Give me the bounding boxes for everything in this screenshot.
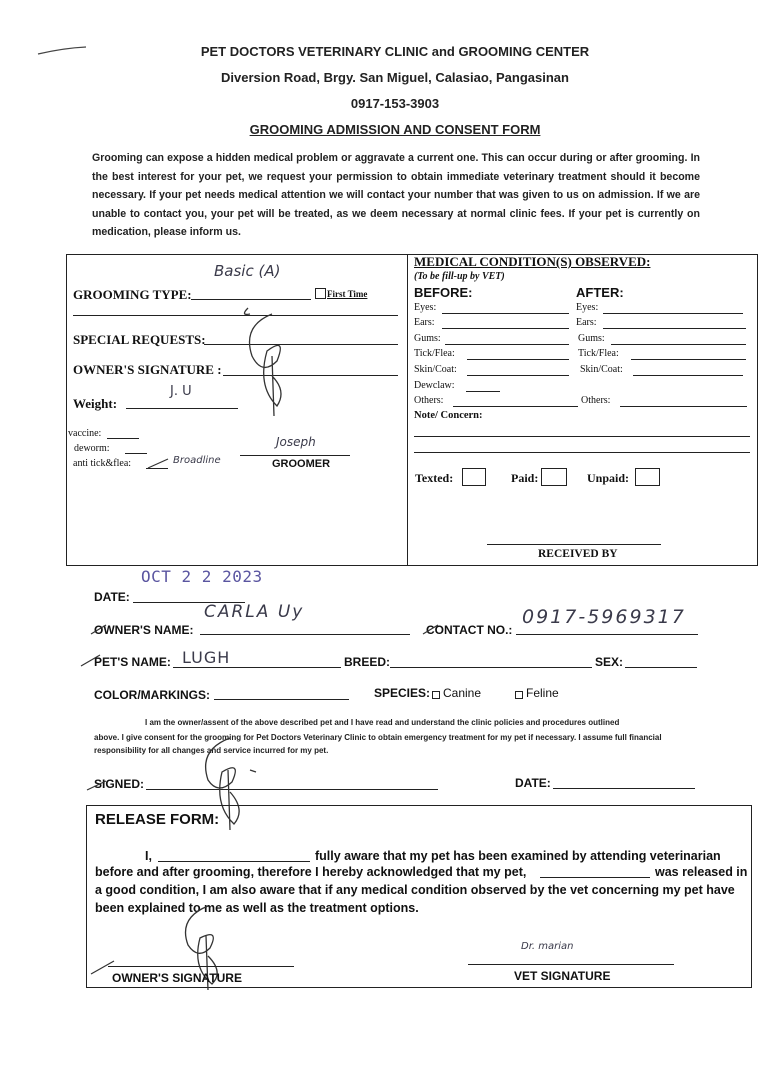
date-label: DATE: <box>94 590 130 604</box>
after-gums-label: Gums: <box>578 333 605 344</box>
after-skincoat-line <box>633 375 743 376</box>
release-form-title: RELEASE FORM: <box>95 811 220 828</box>
clinic-phone: 0917-153-3903 <box>350 96 440 111</box>
after-ears-line <box>603 328 746 329</box>
groomer-label: GROOMER <box>272 458 331 470</box>
release-name-line <box>158 861 310 862</box>
contact-value[interactable]: 0917-5969317 <box>522 606 686 628</box>
after-tickflea-line <box>631 359 746 360</box>
first-time-label: First Time <box>327 289 368 299</box>
pet-name-label: PET'S NAME: <box>94 655 171 669</box>
weight-value[interactable]: J. U <box>170 384 192 399</box>
contact-strike <box>422 622 440 636</box>
texted-checkbox[interactable] <box>462 468 486 486</box>
note-concern-label: Note/ Concern: <box>414 410 483 421</box>
consent-text-2: above. I give consent for the grooming for Pet Doctors Veterinary Clinic to obtain emergency treatment for my pet if necessary. I assume full financial responsibility for all changes and service incurred for my pet. <box>94 733 662 755</box>
clinic-address: Diversion Road, Brgy. San Miguel, Calasiao, Pangasinan <box>221 70 569 85</box>
before-gums-label: Gums: <box>414 333 441 344</box>
before-ears-line <box>442 328 569 329</box>
before-gums-line <box>445 344 569 345</box>
signed-label: SIGNED: <box>94 777 145 791</box>
contact-label: CONTACT NO.: <box>426 623 513 637</box>
note-line-2 <box>414 452 750 453</box>
signed-strike <box>86 778 108 792</box>
before-eyes-label: Eyes: <box>414 302 437 313</box>
species-label: SPECIES: <box>374 686 431 700</box>
consent-text-1: I am the owner/assent of the above described pet and I have read and understand the clinic policies and procedures outlined <box>145 718 620 727</box>
after-tickflea-label: Tick/Flea: <box>578 348 619 359</box>
color-markings-label: COLOR/MARKINGS: <box>94 688 210 702</box>
sex-label: SEX: <box>595 655 624 669</box>
received-date-stamp: OCT 2 2 2023 <box>141 567 263 586</box>
after-ears-label: Ears: <box>576 317 597 328</box>
owner-name-strike <box>90 622 108 636</box>
received-by-label: RECEIVED BY <box>538 548 618 560</box>
note-line-1 <box>414 436 750 437</box>
unpaid-checkbox[interactable] <box>635 468 660 486</box>
before-dewclaw-label: Dewclaw: <box>414 380 455 391</box>
pet-name-value[interactable]: LUGH <box>182 648 231 667</box>
groomer-line <box>240 455 350 456</box>
medical-condition-title: MEDICAL CONDITION(S) OBSERVED: <box>414 254 651 269</box>
unpaid-label: Unpaid: <box>587 471 630 485</box>
release-text-4: been explained to me as well as the treatment options. <box>95 901 419 915</box>
texted-label: Texted: <box>415 471 454 485</box>
intro-paragraph: Grooming can expose a hidden medical problem or aggravate a current one. This can occur during or after grooming. In the best interest for your pet, we request your permission to obtain immediate veterinary treatment should it become necessary. If your pet needs medical attention we will contact your number that was given to us on admission. If we are unable to contact you, your pet will be treated, as we deem necessary at normal clinic fees. If your pet is currently on medication, please inform us. <box>92 152 700 238</box>
pet-name-strike <box>80 652 102 668</box>
groomer-value[interactable]: Joseph <box>276 435 316 449</box>
received-by-line <box>487 544 661 545</box>
before-tickflea-label: Tick/Flea: <box>414 348 455 359</box>
vet-name-value: Dr. marian <box>521 941 574 952</box>
first-time-checkbox[interactable] <box>315 288 326 299</box>
vet-signature-line <box>468 964 674 965</box>
feline-checkbox[interactable] <box>515 691 523 699</box>
sex-line <box>625 667 697 668</box>
clinic-name: PET DOCTORS VETERINARY CLINIC and GROOMING CENTER <box>200 44 590 59</box>
release-text-2a: before and after grooming, therefore I hereby acknowledged that my pet, <box>95 865 527 879</box>
release-text-3: a good condition, I am also aware that if any medical condition observed by the vet concerning my pet have <box>95 883 735 897</box>
special-requests-label: SPECIAL REQUESTS: <box>73 332 206 347</box>
before-skincoat-label: Skin/Coat: <box>414 364 457 375</box>
vet-signature-label: VET SIGNATURE <box>514 969 611 983</box>
breed-line <box>390 667 592 668</box>
before-others-line <box>453 406 578 407</box>
release-text-2b: was released in <box>655 865 748 879</box>
before-dewclaw-line <box>466 391 500 392</box>
paid-label: Paid: <box>511 471 539 485</box>
deworm-label: deworm: <box>74 443 110 454</box>
deworm-line <box>125 453 147 454</box>
after-others-label: Others: <box>581 395 611 406</box>
weight-label: Weight: <box>73 396 118 411</box>
release-text-1: fully aware that my pet has been examined by attending veterinarian <box>315 849 721 863</box>
release-pet-line <box>540 877 650 878</box>
weight-line <box>126 408 238 409</box>
before-tickflea-line <box>467 359 569 360</box>
breed-label: BREED: <box>344 655 391 669</box>
release-i-label: I, <box>145 849 152 863</box>
owner-name-label: OWNER'S NAME: <box>94 623 194 637</box>
owner-signature-scribble <box>232 306 302 416</box>
grooming-type-label: GROOMING TYPE: <box>73 287 192 302</box>
release-owner-signature-line <box>108 966 294 967</box>
after-eyes-line <box>603 313 743 314</box>
antitick-check-mark <box>146 458 170 470</box>
before-label: BEFORE: <box>414 285 473 300</box>
antitick-label: anti tick&flea: <box>73 458 132 469</box>
signed-date-line <box>553 788 695 789</box>
after-label: AFTER: <box>576 285 624 300</box>
vaccine-line <box>107 438 139 439</box>
pet-name-line <box>173 667 341 668</box>
before-ears-label: Ears: <box>414 317 435 328</box>
before-skincoat-line <box>467 375 569 376</box>
owner-name-line <box>200 634 410 635</box>
before-eyes-line <box>442 313 569 314</box>
after-eyes-label: Eyes: <box>576 302 599 313</box>
owner-signature-label: OWNER'S SIGNATURE : <box>73 362 222 377</box>
box-divider <box>407 254 408 565</box>
medical-condition-subtitle: (To be fill-up by VET) <box>414 271 505 282</box>
owner-name-value[interactable]: CARLA Uy <box>204 602 305 622</box>
after-skincoat-label: Skin/Coat: <box>580 364 623 375</box>
contact-line <box>516 634 698 635</box>
signed-date-label: DATE: <box>515 776 551 790</box>
after-gums-line <box>611 344 746 345</box>
paid-checkbox[interactable] <box>541 468 567 486</box>
form-title: GROOMING ADMISSION AND CONSENT FORM <box>249 122 541 137</box>
canine-checkbox[interactable] <box>432 691 440 699</box>
vaccine-label: vaccine: <box>68 428 102 439</box>
canine-label: Canine <box>443 686 482 700</box>
release-owner-signature-label: OWNER'S SIGNATURE <box>112 971 242 985</box>
color-markings-line <box>214 699 349 700</box>
grooming-type-value[interactable]: Basic (A) <box>214 262 281 280</box>
antitick-value[interactable]: Broadline <box>173 455 221 466</box>
before-others-label: Others: <box>414 395 444 406</box>
grooming-type-line <box>191 299 311 300</box>
after-others-line <box>620 406 747 407</box>
feline-label: Feline <box>526 686 559 700</box>
